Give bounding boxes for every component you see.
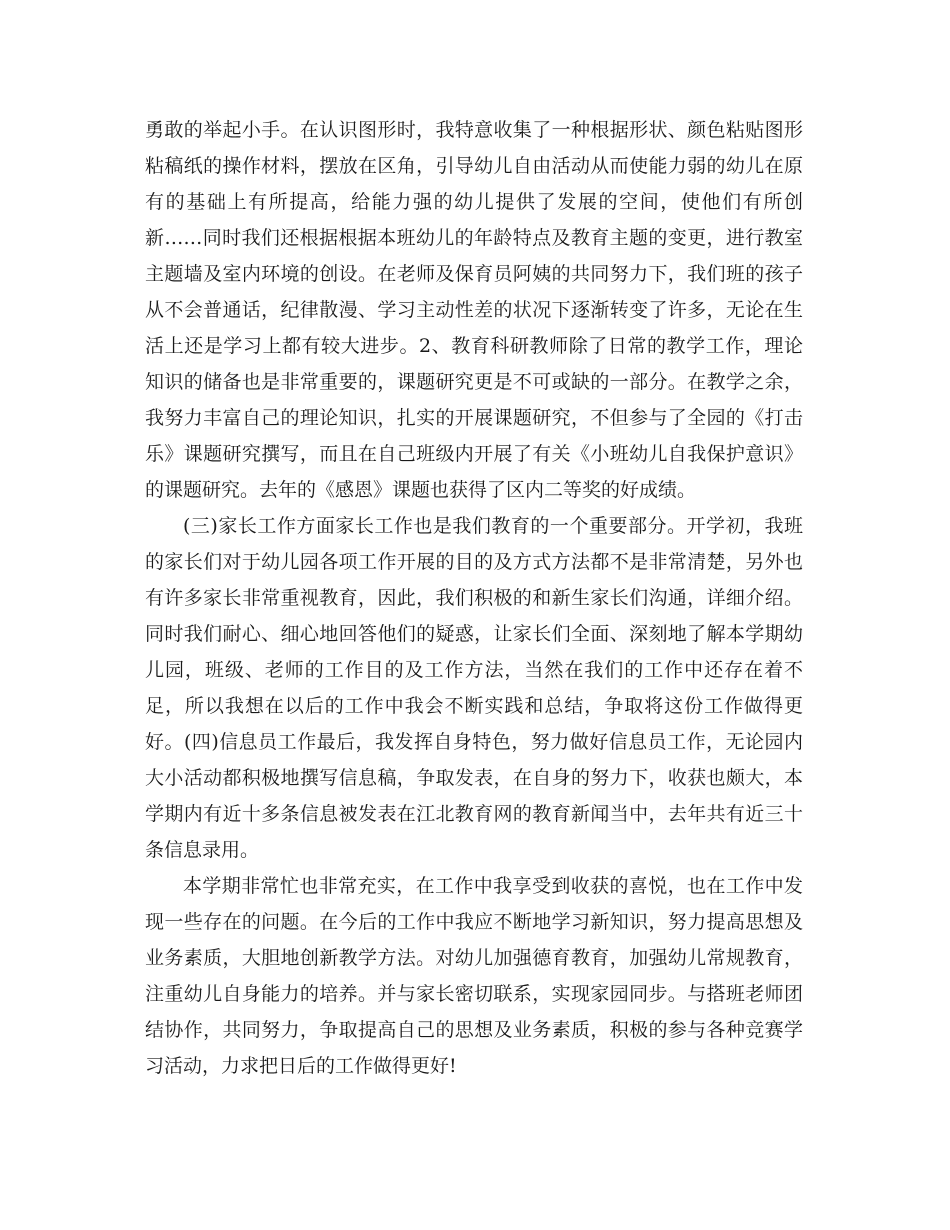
document-page [145,112,803,1084]
paragraph-continuation: 勇敢的举起小手。在认识图形时，我特意收集了一种根据形状、颜色粘贴图形粘稿纸的操作材料，摆放在区角，引导幼儿自由活动从而使能力弱的幼儿在原有的基础上有所提高，给能力强的幼儿提供了发展的空间，使他们有所创新……同时我们还根据根据本班幼儿的年龄特点及教育主题的变更，进行教室主题墙及室内环境的创设。在老师及保育员阿姨的共同努力下，我们班的孩子从不会普通话，纪律散漫、学习主动性差的状况下逐渐转变了许多，无论在生活上还是学习上都有较大进步。2、教育科研教师除了日常的教学工作，理论知识的储备也是非常重要的，课题研究更是不可或缺的一部分。在教学之余，我努力丰富自己的理论知识，扎实的开展课题研究，不但参与了全园的《打击乐》课题研究撰写，而且在自己班级内开展了有关《小班幼儿自我保护意识》的课题研究。去年的《感恩》课题也获得了区内二等奖的好成绩。 [145,119,803,501]
paragraph-parent-work: (三)家长工作方面家长工作也是我们教育的一个重要部分。开学初，我班的家长们对于幼儿园各项工作开展的目的及方式方法都不是非常清楚，另外也有许多家长非常重视教育，因此，我们积极的和新生家长们沟通，详细介绍。同时我们耐心、细心地回答他们的疑惑，让家长们全面、深刻地了解本学期幼儿园，班级、老师的工作目的及工作方法，当然在我们的工作中还存在着不足，所以我想在以后的工作中我会不断实践和总结，争取将这份工作做得更好。(四)信息员工作最后，我发挥自身特色，努力做好信息员工作，无论园内大小活动都积极地撰写信息稿，争取发表，在自身的努力下，收获也颇大，本学期内有近十多条信息被发表在江北教育网的教育新闻当中，去年共有近三十条信息录用。 [145,515,803,861]
paragraph-summary: 本学期非常忙也非常充实，在工作中我享受到收获的喜悦，也在工作中发现一些存在的问题。在今后的工作中我应不断地学习新知识，努力提高思想及业务素质，大胆地创新教学方法。对幼儿加强德育教育，加强幼儿常规教育，注重幼儿自身能力的培养。并与家长密切联系，实现家园同步。与搭班老师团结协作，共同努力，争取提高自己的思想及业务素质，积极的参与各种竞赛学习活动，力求把日后的工作做得更好! [145,875,803,1077]
